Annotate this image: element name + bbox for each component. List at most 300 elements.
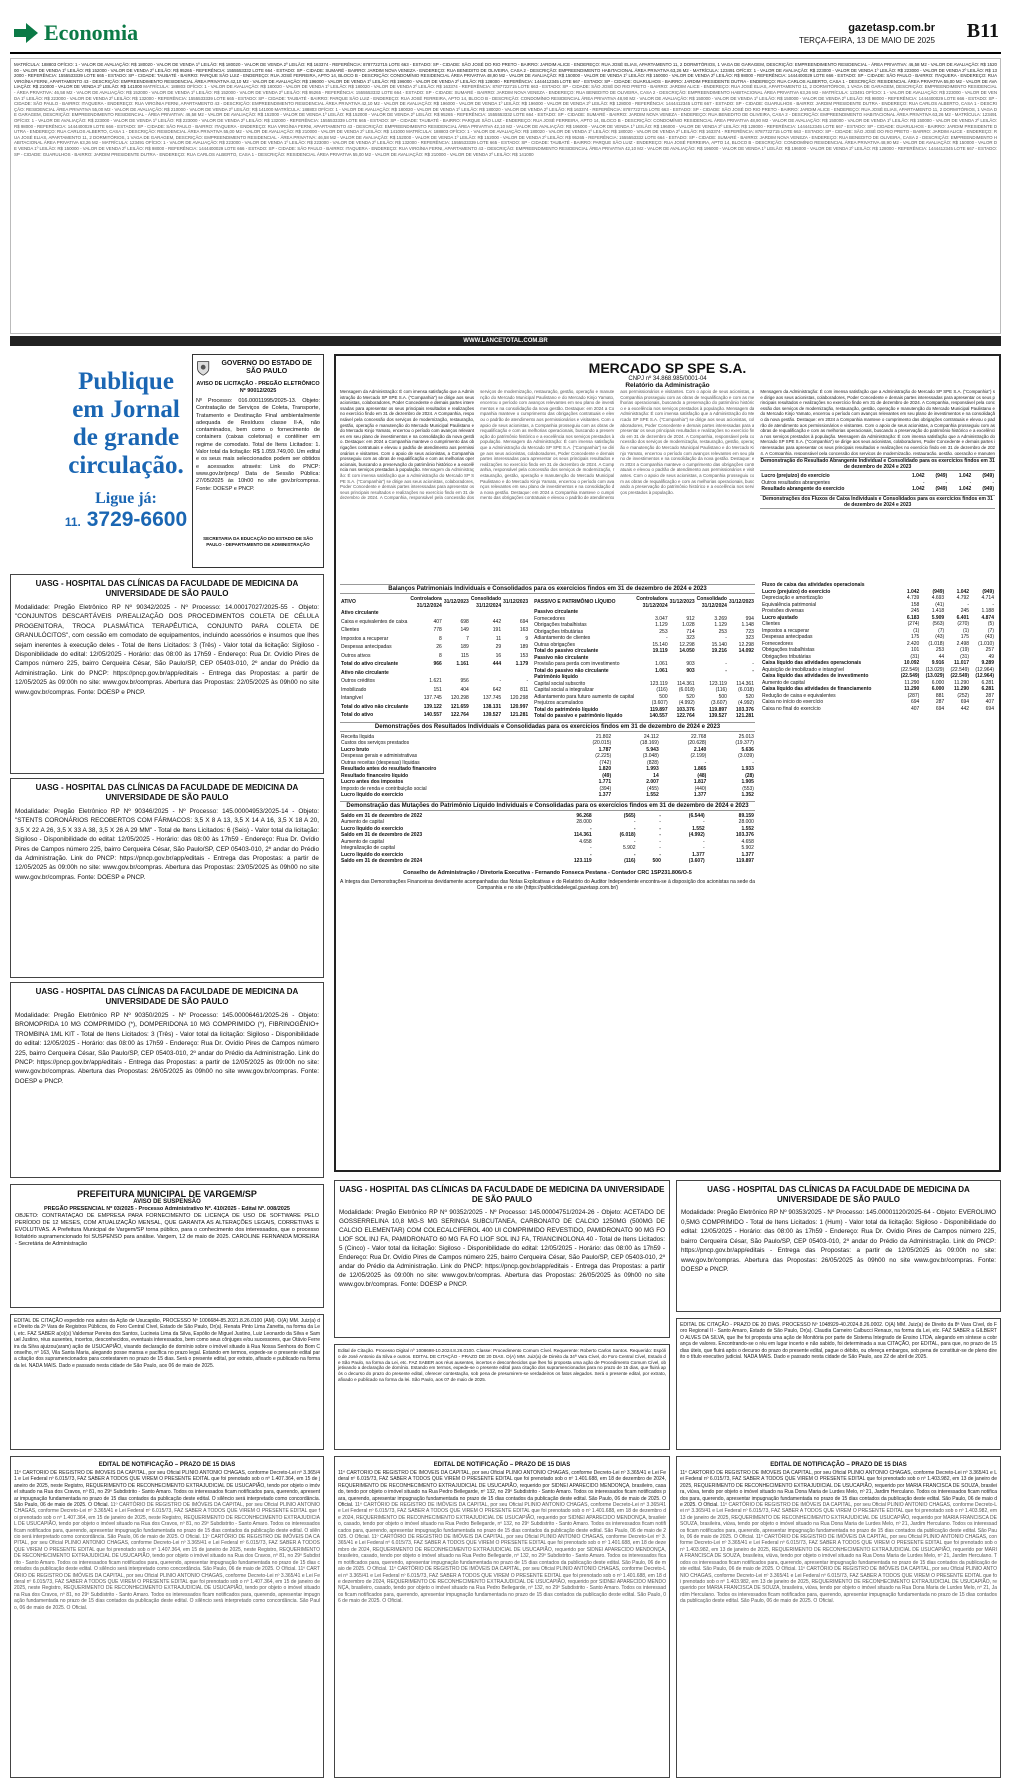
- row-value: 153: [519, 652, 529, 659]
- row-value: 1.418: [931, 608, 945, 614]
- vargem-body: OBJETO: CONTRATAÇÃO DE EMPRESA PARA FORNECIMENTO DE LICENÇA DE USO DE SOFTWARE PELO PERÍODO DE 12 MESES, COM ATUALIZAÇÃO MENSAL, QUE GARANTA AS ALTERAÇÕES LEGAIS, CORRETIVAS E EVOLUTIVAS. A Prefeitura Municipal de Vargem/SP torna público, para o conhecimento dos interessados, que o processo licitatório supramencionado foi SUSPENSO para análise. Vargem, 12 de maio de 2025. CAROLINE FERNANDA MOREIRA - Secretária de Administração: [15, 1213, 319, 1247]
- row-value: 1.820: [598, 766, 612, 772]
- row-value: (949): [932, 588, 945, 595]
- row-value: (6.018): [678, 687, 695, 693]
- row-value: 1.161: [456, 661, 469, 667]
- row-value: 96.268: [576, 812, 592, 819]
- row-value: 1.552: [692, 825, 705, 832]
- vargem-title: PREFEITURA MUNICIPAL DE VARGEM/SP: [77, 1189, 257, 1199]
- row-value: 912: [686, 615, 695, 622]
- hc-notice-body: Modalidade: Pregão Eletrônico RP Nº 90346/2025 - Nº Processo: 145.00004953/2025-14 - Objeto: "STENTS CORONÁRIOS RECOBERTOS COM FÁRMACOS: 3,5 X 8 A 13, 3,5 X 14 A 16, 3,5 X 18 A 20, 3,5 X 22 A 26, 3,5 X 33 A 38, 3,5 X 26 A 29 MM" - Total de Itens Licitados: 6 (Seis) - Valor total da licitação: Sigiloso - Disponibilidade do edital: 12/05/2025 - Horário: das 08:00 às 17h59 - Endereço: Rua Dr. Ovídio Pires de Campos número 225, bairro Cerqueira César, São Paulo/SP, CEP 05403-010, 2º andar do Prédio da Administração. Link do PNCP: https://pncp.gov.br/app/editais - Entrega das Propostas: a partir de 12/05/2025 às 09:00h no site: www.gov.br/compras. Abertura das Propostas: 23/05/2025 às 09h00 no site www.gov.br/compras. Fonte: DOESP e PNCP.: [15, 808, 319, 881]
- row-value: -: [633, 838, 636, 845]
- row-value: 189: [460, 644, 469, 650]
- row-value: 14.092: [738, 648, 754, 654]
- row-value: 101: [910, 647, 920, 653]
- row-value: 49: [988, 653, 994, 660]
- row-value: (12.964): [975, 666, 994, 673]
- row-value: 16: [495, 652, 502, 659]
- edital-notif-title: EDITAL DE NOTIFICAÇÃO – PRAZO DE 15 DIAS: [433, 1462, 571, 1468]
- row-value: 175: [910, 634, 920, 640]
- vargem-process: PREGÃO PRESENCIAL Nº 03/2025 - Processo Administrativo Nº. 410/2025 - Edital Nº. 008/2025: [44, 1206, 290, 1212]
- row-value: 114.361: [573, 832, 592, 838]
- row-value: 1.028: [682, 622, 695, 628]
- auction-site-bar[interactable]: WWW.LANCETOTAL.COM.BR: [10, 336, 1001, 346]
- row-label: Clientes: [761, 621, 781, 627]
- row-value: 114.361: [676, 680, 695, 687]
- row-value: 1.771: [598, 779, 612, 785]
- row-value: [502, 609, 529, 618]
- row-value: (116): [624, 858, 636, 864]
- row-value: 4.693: [931, 595, 945, 601]
- ad-line: de grande: [72, 424, 180, 451]
- hc-notice-2: [10, 778, 324, 978]
- hc-notice-title: UASG - HOSPITAL DAS CLÍNICAS DA FACULDADE DE MEDICINA DA UNIVERSIDADE DE SÃO PAULO: [707, 1185, 970, 1204]
- row-value: (6.018): [619, 832, 636, 838]
- row-label: Total do ativo não circulante: [341, 703, 409, 710]
- row-label: Lucro (prejuízo) do exercício: [761, 473, 830, 479]
- coat-of-arms-icon: [196, 358, 210, 378]
- row-value: (252): [957, 692, 970, 699]
- row-value: 11.290: [904, 679, 920, 686]
- hc-notice-body: Modalidade: Pregão Eletrônico RP Nº 90342/2025 - Nº Processo: 14.00017027/2025-55 - Objeto: "CONJUNTOS DESCARTÁVEIS P/REALIZAÇÃO DOS PROCEDIMENTOS COLETA DE CÉLULA PROGENITORA, TROCA PLASMÁTICA TERAPÊUTICA, CONJUNTO PARA COLETA DE GRANULÓCITOS", com cessão em comodato de equipamentos, incluindo acessórios e insumos que lhes sejam inerentes à execução deles - Total de Itens Licitados: 3 (Três) - Valor total da licitação: Sigiloso - Disponibilidade do edital: 12/05/2025 - Horário: das 08:00 às 17h59 - Endereço: Rua Dr. Ovídio Pires de Campos número 225, bairro Cerqueira César, São Paulo/SP, CEP 05403-010, 2º andar do Prédio da Administração. Link do PNCP: https://pncp.gov.br/app/editais - Entrega das Propostas: a partir de 12/05/2025 às 09:00h no site: www.gov.br/compras. Abertura das Propostas: 22/05/2025 às 09h00 no site www.gov.br/compras. Fonte: DOESP e PNCP.: [15, 604, 319, 696]
- dmpl-title: Demonstração das Mutações do Patrimônio Líquido Individuais e Consolidadas para os exercícios findos em 31 de dezembro de 2024 e 2023: [340, 801, 755, 811]
- row-value: 9.289: [981, 660, 994, 666]
- row-value: 175: [960, 634, 970, 640]
- row-value: (116): [715, 687, 727, 693]
- row-label: Fornecedores: [761, 640, 793, 647]
- row-label: Aquisição de imobilizado e intangível: [761, 666, 844, 673]
- ad-area-code: 11.: [64, 515, 81, 529]
- row-label: Lucro líquido do exercício: [341, 851, 404, 858]
- row-value: 123.119: [709, 680, 727, 687]
- row-value: 28.000: [738, 819, 754, 825]
- row-value: -: [725, 635, 727, 641]
- row-label: Aumento de capital: [341, 838, 384, 845]
- row-value: -: [702, 838, 705, 845]
- row-value: 89.159: [738, 812, 754, 819]
- row-value: -: [992, 479, 994, 486]
- row-value: (19.377): [735, 740, 754, 746]
- row-value: 1.042: [912, 486, 925, 492]
- edital-citacao-1: EDITAL DE CITAÇÃO expedido nos autos da Ação de Usucapião, PROCESSO Nº 1006684-85.2021.8.26.0100 (AM). O(A) MM. Juiz(a) de Direito da 2ª Vara de Registros Públicos, do Foro Central Cível, Estado de São Paulo, Dr(a). Renata Pinto Lima Zanetta, na forma da Lei, etc. FAZ SABER a(o)(s) Valdemar Pereira dos Santos, Lucineia Lima da Silva, Espólio de Miguel Justino, Luiz Leonardo da Silva e Samuel Justino, réus ausentes, incertos, desconhecidos, eventuais interessados, bem como seus cônjuges e/ou sucessores, que Otávio Ferreira da Silva ajuizou(aram) ação de USUCAPIÃO, visando declaração de domínio sobre o imóvel situado à Rua Nossa Senhora do Bom Conselho, nº 163, Vila Santa Maria, alegando posse mansa e pacífica no prazo legal. Estando em termos, expede-se o presente edital para citação dos supramencionados para contestarem no prazo de 15 dias. Será o presente edital, por extrato, afixado e publicado na forma da lei. NADA MAIS. Dado e passado nesta cidade de São Paulo, aos 06 de maio de 2025.: [10, 1314, 324, 1450]
- row-value: 778: [433, 627, 442, 633]
- edital-notif-title: EDITAL DE NOTIFICAÇÃO – PRAZO DE 15 DIAS: [98, 1462, 236, 1468]
- row-value: 1.377: [693, 792, 707, 798]
- row-value: 103.376: [735, 832, 754, 838]
- row-label: Caixa líquido das atividades de financiamento: [761, 686, 872, 692]
- row-label: Resultado financeiro líquido: [341, 772, 409, 779]
- row-label: Provisão para perda com investimento: [534, 661, 620, 667]
- row-value: (3.607): [711, 700, 727, 706]
- row-value: 9.916: [931, 660, 945, 666]
- row-label: Total do passivo circulante: [534, 648, 599, 654]
- row-value: 407: [910, 705, 920, 712]
- row-value: 1.621: [429, 678, 442, 684]
- hc-notice-title: UASG - HOSPITAL DAS CLÍNICAS DA FACULDADE DE MEDICINA DA UNIVERSIDADE DE SÃO PAULO: [35, 579, 299, 598]
- row-value: (1.010): [978, 640, 994, 647]
- ad-line: Publique: [78, 368, 174, 395]
- row-label: Total do patrimônio líquido: [534, 706, 599, 713]
- row-value: 6.000: [931, 686, 945, 692]
- row-value: 1.042: [958, 473, 972, 479]
- row-value: 137.745: [423, 695, 442, 701]
- row-value: 698: [460, 618, 469, 625]
- hc-notice-title: UASG - HOSPITAL DAS CLÍNICAS DA FACULDADE DE MEDICINA DA UNIVERSIDADE DE SÃO PAULO: [339, 1185, 665, 1204]
- row-value: 694: [519, 618, 529, 625]
- row-value: (31): [960, 653, 970, 660]
- row-value: 123.119: [649, 680, 668, 687]
- row-value: 11.290: [904, 686, 920, 692]
- row-value: -: [499, 678, 502, 684]
- row-label: Obrigações trabalhistas: [761, 647, 815, 653]
- row-value: 253: [659, 628, 668, 635]
- row-value: 11: [495, 635, 502, 642]
- row-value: -: [633, 819, 636, 825]
- row-value: 694: [960, 699, 970, 705]
- row-value: 881: [935, 692, 945, 699]
- balance-row: [533, 713, 755, 720]
- cashflow-row: [761, 706, 995, 713]
- site-url[interactable]: gazetasp.com.br: [848, 22, 935, 34]
- admin-report-text: Mensagem da Administração: É com imensa satisfação que a Administração do Mercado SP SPE S.A. ("Companhia") se dirige aos seus acionistas, colaboradores, Poder Concedente e demais partes interessadas para apresentar os seus principais resultados e realizações no exercício findo em 31 de dezembro de 2024. A Companhia, responsável pela concessão dos serviços de modernização, restauração, gestão, operação e manutenção do Mercado Municipal Paulistano e do Mercado Kinjo Yamato, encerrou o período com avanços relevantes em seu plano de investimentos e na consolidação da nova gestão. Destaque: em 2024 a Companhia manteve o cumprimento das obrigações contratuais e elevou o padrão de atendimento aos permissionários e visitantes. Com o apoio de seus acionistas, a Companhia prosseguiu com as obras de requalificação e com as melhorias operacionais, buscando a preservação do patrimônio histórico e a excelência nos serviços prestados à população.: [340, 389, 475, 473]
- admin-report: [340, 389, 754, 582]
- row-value: 1.377: [692, 851, 705, 858]
- balance-row: [340, 703, 529, 712]
- main-statements: [340, 582, 755, 891]
- row-label: Despesas gerais e administrativas: [341, 753, 418, 759]
- row-value: 158: [910, 601, 920, 608]
- row-value: 1.188: [981, 608, 994, 614]
- row-label: Provisões diversas: [761, 608, 804, 614]
- row-value: 120.298: [510, 695, 529, 701]
- row-label: Caixa e equivalentes de caixa: [341, 618, 408, 625]
- row-label: Aumento de capital: [341, 819, 384, 825]
- row-label: Impostos a recuperar: [341, 635, 389, 642]
- edital-notif-continued: 11º CARTÓRIO DE REGISTRO DE IMÓVEIS DA CAPITAL, por seu Oficial PLINIO ANTONIO CHAGAS, conforme Decreto-Lei nº 3.365/41 e Lei Federal nº 6.015/73, FAZ SABER A TODOS QUE VIREM O PRESENTE EDITAL que foi prenotado sob o nº 1.401.688, em 18 de dezembro de 2024, REQUERIMENTO DE RECONHECIMENTO EXTRAJUDICIAL DE USUCAPIÃO, requerido por SIDNEI APARECIDO MENDONÇA, brasileiro, casado, tendo por objeto o imóvel situado na Rua Pedro Bellegarde, nº 132, no 29º Subdistrito - Santo Amaro. Todos os interessados ficam notificados para, querendo, apresentar impugnação fundamentada no prazo de 15 dias contados da publicação deste edital. São Paulo, 06 de maio de 2025. O Oficial. 11º CARTÓRIO DE REGISTRO DE IMÓVEIS DA CAPITAL, por seu Oficial PLINIO ANTONIO CHAGAS, conforme Decreto-Lei nº 3.365/41 e Lei Federal nº 6.015/73, FAZ SABER A TODOS QUE VIREM O PRESENTE EDITAL que foi prenotado sob o nº 1.401.688, em 18 de dezembro de 2024, REQUERIMENTO DE RECONHECIMENTO EXTRAJUDICIAL DE USUCAPIÃO, requerido por SIDNEI APARECIDO MENDONÇA, brasileiro, casado, tendo por objeto o imóvel situado na Rua Pedro Bellegarde, nº 132, no 29º Subdistrito - Santo Amaro. Todos os interessados ficam notificados para, querendo, apresentar impugnação fundamentada no prazo de 15 dias contados da publicação deste edital. São Paulo, 06 de maio de 2025. O Oficial. 11º CARTÓRIO DE REGISTRO DE IMÓVEIS DA CAPITAL, por seu Oficial PLINIO ANTONIO CHAGAS, conforme Decreto-Lei nº 3.365/41 e Lei Federal nº 6.015/73, FAZ SABER A TODOS QUE VIREM O PRESENTE EDITAL que foi prenotado sob o nº 1.401.688, em 18 de dezembro de 2024, REQUERIMENTO DE RECONHECIMENTO EXTRAJUDICIAL DE USUCAPIÃO, requerido por SIDNEI APARECIDO MENDONÇA, brasileiro, casado, tendo por objeto o imóvel situado na Rua Pedro Bellegarde, nº 132, no 29º Subdistrito - Santo Amaro. Todos os interessados ficam notificados para, querendo, apresentar impugnação fundamentada no prazo de 15 dias contados da publicação deste edital. São Paulo, 06 de maio de 2025. O Oficial.: [338, 1502, 666, 1605]
- row-label: Equivalência patrimonial: [761, 601, 817, 608]
- row-value: 149: [460, 627, 469, 633]
- dra-title: Demonstração do Resultado Abrangente Individual e Consolidado para os exercícios findos em 31 de dezembro de 2024 e 2023: [760, 458, 995, 470]
- row-value: 1.933: [741, 766, 754, 772]
- table-header-row: [340, 596, 529, 609]
- bp-title: Balanços Patrimoniais Individuais e Consolidados para os exercícios findos em 31 de dezembro de 2024 e 2023: [340, 584, 755, 594]
- row-value: -: [752, 759, 754, 766]
- edital-notif-text: 11º CARTÓRIO DE REGISTRO DE IMÓVEIS DA CAPITAL, por seu Oficial PLINIO ANTONIO CHAGAS, conforme Decreto-Lei nº 3.365/41 e Lei Federal nº 6.015/73, FAZ SABER A TODOS QUE VIREM O PRESENTE EDITAL que foi prenotado sob o nº 1.407.364, em 15 de janeiro de 2025, neste Registro, REQUERIMENTO DE RECONHECIMENTO EXTRAJUDICIAL DE USUCAPIÃO, tendo por objeto o imóvel situado na Rua dos Cravos, nº 81, no 29º Subdistrito - Santo Amaro. Todos os interessados ficam notificados para, querendo, apresentar impugnação fundamentada no prazo de 15 dias contados da publicação deste edital. O silêncio será interpretado como concordância. São Paulo, 06 de maio de 2025. O Oficial.: [14, 1470, 320, 1509]
- row-value: 1.377: [741, 851, 754, 858]
- row-value: 407: [433, 618, 442, 625]
- row-label: Patrimônio líquido: [534, 674, 579, 680]
- row-label: Clientes: [341, 627, 360, 633]
- edital-notificacao-1: [10, 1456, 324, 1778]
- row-value: 1.179: [515, 661, 529, 667]
- row-value: (455): [647, 785, 659, 792]
- row-value: 5.943: [646, 746, 659, 753]
- row-label: Ativo circulante: [341, 610, 379, 616]
- row-value: -: [969, 479, 972, 486]
- edital-notif-body: [338, 1470, 666, 1770]
- row-value: 14: [653, 772, 659, 779]
- row-value: 253: [718, 628, 727, 635]
- equity-row: [340, 858, 755, 865]
- row-value: 1.042: [906, 588, 920, 595]
- dra-table: [760, 473, 995, 493]
- vargem-subtitle: AVISO DE SUSPENSÃO: [133, 1199, 201, 1205]
- column-header: PASSIVO E PATRIMÔNIO LÍQUIDO: [534, 599, 616, 606]
- row-value: 6.000: [931, 679, 945, 686]
- row-value: 642: [492, 686, 502, 693]
- row-value: 12.298: [738, 641, 754, 648]
- row-value: 139.527: [708, 713, 727, 719]
- row-value: (270): [957, 621, 970, 627]
- row-value: 4.658: [579, 838, 592, 845]
- row-value: 245: [960, 608, 970, 614]
- row-value: 119.897: [709, 706, 727, 713]
- row-value: 5.902: [622, 845, 636, 851]
- row-value: (2.199): [690, 753, 707, 759]
- row-value: (565): [623, 812, 636, 819]
- row-value: 4.658: [741, 838, 754, 845]
- row-label: Lucro antes dos impostos: [341, 779, 404, 785]
- row-value: 28.000: [576, 819, 592, 825]
- edital-citacao-2: Edital de Citação. Processo Digital nº 1008698-10.2024.8.26.0100. Classe: Procedimento Comum Cível. Requerente: Roberto Carlos Santos. Requerido: Espólio de José Antonio da Silva e outros. EDITAL DE CITAÇÃO - PRAZO DE 20 DIAS. O(A) MM. Juiz(a) de Direito da 34ª Vara Cível, do Foro Central Cível, Estado de São Paulo, na forma da Lei, etc. FAZ SABER aos réus ausentes, incertos e desconhecidos que lhes foi proposta uma ação de Procedimento Comum Cível, objetivando a declaração de domínio. Estando em termos, expede-se o presente edital para citação dos supramencionados para no prazo de 15 dias, que fluirá após o decurso do prazo do presente edital, oferecer contestação, sob pena de presumirem-se verdadeiros os fatos alegados. Será o presente edital, por extrato, afixado e publicado na forma da lei. São Paulo, aos 07 de maio de 2025.: [334, 1344, 670, 1450]
- row-value: (274): [907, 621, 920, 627]
- row-value: -: [633, 851, 636, 858]
- row-label: Receita líquida: [341, 733, 375, 740]
- row-value: 1.042: [956, 588, 970, 595]
- row-value: 11.290: [954, 686, 970, 692]
- row-value: 4.874: [981, 614, 994, 621]
- row-label: Passivo não circulante: [534, 654, 589, 661]
- row-value: 5.909: [931, 614, 945, 621]
- row-value: 10.092: [904, 660, 920, 666]
- row-value: -: [659, 851, 661, 858]
- row-value: 19.119: [652, 648, 668, 654]
- row-value: 6.401: [956, 614, 970, 621]
- row-value: (43): [935, 634, 945, 640]
- row-value: 444: [492, 661, 502, 667]
- issue-date: TERÇA-FEIRA, 13 DE MAIO DE 2025: [798, 36, 935, 45]
- row-value: [470, 609, 502, 618]
- row-value: (7): [938, 627, 945, 634]
- row-value: 1.061: [655, 667, 668, 674]
- bp-liabilities-table: [533, 596, 755, 720]
- row-value: -: [704, 759, 707, 766]
- row-value: -: [922, 479, 925, 486]
- hc-notice-body: Modalidade: Pregão Eletrônico RP Nº 90353/2025 - Nº Processo: 145.00001120/2025-64 - Objeto: EVEROLIMO 0,5MG COMPRIMIDO - Total de Itens Licitados: 1 (Hum) - Valor total da licitação: Sigiloso - Disponibilidade do edital: 12/05/2025 - Horário: das 08:00 às 17h59 - Endereço: Rua Dr. Ovídio Pires de Campos número 225, bairro Cerqueira César, São Paulo/SP, CEP 05403-010, 2º andar do Prédio da Administração. Link do PNCP: https://pncp.gov.br/app/editais - Entrega das Propostas: a partir de 12/05/2025 às 09:00h no site: www.gov.br/compras. Abertura das Propostas: 26/05/2025 às 09h00 no site www.gov.br/compras. Fonte: DOESP e PNCP.: [681, 1209, 996, 1273]
- row-label: Intangível: [341, 695, 363, 701]
- row-value: 5.636: [741, 746, 754, 753]
- row-label: Aumento de capital: [761, 679, 805, 686]
- hc-notice-3: [10, 982, 324, 1178]
- row-value: -: [659, 819, 661, 825]
- edital-notif-continued: 11º CARTÓRIO DE REGISTRO DE IMÓVEIS DA CAPITAL, por seu Oficial PLINIO ANTONIO CHAGAS, conforme Decreto-Lei nº 3.365/41 e Lei Federal nº 6.015/73, FAZ SABER A TODOS QUE VIREM O PRESENTE EDITAL que foi prenotado sob o nº 1.403.982, em 13 de janeiro de 2025, REQUERIMENTO DE RECONHECIMENTO EXTRAJUDICIAL DE USUCAPIÃO, requerido por MARIA FRANCISCA DE SOUZA, brasileira, viúva, tendo por objeto o imóvel situado na Rua Dona Maria de Lurdes Melo, nº 21, Jardim Herculano. Todos os interessados ficam notificados para, querendo, apresentar impugnação fundamentada no prazo de 15 dias contados da publicação deste edital. São Paulo, 06 de maio de 2025. O Oficial. 11º CARTÓRIO DE REGISTRO DE IMÓVEIS DA CAPITAL, por seu Oficial PLINIO ANTONIO CHAGAS, conforme Decreto-Lei nº 3.365/41 e Lei Federal nº 6.015/73, FAZ SABER A TODOS QUE VIREM O PRESENTE EDITAL que foi prenotado sob o nº 1.403.982, em 13 de janeiro de 2025, REQUERIMENTO DE RECONHECIMENTO EXTRAJUDICIAL DE USUCAPIÃO, requerido por MARIA FRANCISCA DE SOUZA, brasileira, viúva, tendo por objeto o imóvel situado na Rua Dona Maria de Lurdes Melo, nº 21, Jardim Herculano. Todos os interessados ficam notificados para, querendo, apresentar impugnação fundamentada no prazo de 15 dias contados da publicação deste edital. São Paulo, 06 de maio de 2025. O Oficial. 11º CARTÓRIO DE REGISTRO DE IMÓVEIS DA CAPITAL, por seu Oficial PLINIO ANTONIO CHAGAS, conforme Decreto-Lei nº 3.365/41 e Lei Federal nº 6.015/73, FAZ SABER A TODOS QUE VIREM O PRESENTE EDITAL que foi prenotado sob o nº 1.403.982, em 13 de janeiro de 2025, REQUERIMENTO DE RECONHECIMENTO EXTRAJUDICIAL DE USUCAPIÃO, requerido por MARIA FRANCISCA DE SOUZA, brasileira, viúva, tendo por objeto o imóvel situado na Rua Dona Maria de Lurdes Melo, nº 21, Jardim Herculano. Todos os interessados ficam notificados para, querendo, apresentar impugnação fundamentada no prazo de 15 dias contados da publicação deste edital. São Paulo, 06 de maio de 2025. O Oficial.: [680, 1502, 997, 1605]
- row-value: 714: [686, 628, 695, 635]
- row-value: 189: [519, 644, 529, 650]
- row-value: 903: [686, 661, 695, 667]
- balance-row: [340, 626, 529, 635]
- row-value: 8: [439, 635, 442, 642]
- row-value: 123.119: [573, 858, 592, 864]
- row-value: 4.792: [956, 595, 970, 601]
- row-value: 120.997: [510, 703, 529, 710]
- balance-row: [340, 618, 529, 627]
- side-statements: [760, 389, 995, 582]
- gov-notice: [192, 354, 324, 568]
- row-label: Integralização de capital: [341, 845, 395, 851]
- row-value: (3.039): [738, 753, 754, 759]
- row-value: [409, 609, 442, 618]
- edital-notif-text: 11º CARTÓRIO DE REGISTRO DE IMÓVEIS DA CAPITAL, por seu Oficial PLINIO ANTONIO CHAGAS, conforme Decreto-Lei nº 3.365/41 e Lei Federal nº 6.015/73, FAZ SABER A TODOS QUE VIREM O PRESENTE EDITAL que foi prenotado sob o nº 1.403.982, em 13 de janeiro de 2025, REQUERIMENTO DE RECONHECIMENTO EXTRAJUDICIAL DE USUCAPIÃO, requerido por MARIA FRANCISCA DE SOUZA, brasileira, viúva, tendo por objeto o imóvel situado na Rua Dona Maria de Lurdes Melo, nº 21, Jardim Herculano. Todos os interessados ficam notificados para, querendo, apresentar impugnação fundamentada no prazo de 15 dias contados da publicação deste edital. São Paulo, 06 de maio de 2025. O Oficial.: [680, 1470, 997, 1509]
- row-label: Depreciação e amortização: [761, 595, 823, 601]
- row-value: 323: [686, 635, 695, 641]
- row-value: 138.131: [483, 703, 502, 710]
- row-value: 24.112: [643, 733, 659, 740]
- row-value: -: [659, 838, 661, 845]
- row-value: 4.739: [906, 595, 920, 601]
- row-value: (20.628): [687, 740, 707, 746]
- row-value: 2.420: [906, 640, 920, 647]
- row-value: (287): [907, 692, 920, 699]
- row-value: -: [590, 825, 592, 832]
- row-value: 694: [935, 705, 945, 712]
- row-value: 103.376: [735, 706, 754, 713]
- row-value: (22.549): [900, 673, 920, 679]
- row-label: Outros créditos: [341, 678, 375, 684]
- row-value: 139.527: [483, 712, 502, 718]
- row-value: 26: [436, 644, 442, 650]
- row-label: Caixa no início do exercício: [761, 699, 824, 705]
- row-value: 500: [718, 693, 727, 700]
- row-value: [443, 609, 470, 618]
- row-label: Outras receitas (despesas) líquidas: [341, 759, 420, 766]
- dfc-title-head: Demonstrações dos Fluxos de Caixa Individuais e Consolidados para os exercícios findos em 31 de dezembro de 2024 e 2023: [760, 495, 995, 509]
- row-value: 723: [745, 628, 754, 635]
- row-value: -: [725, 667, 727, 674]
- row-value: 1.377: [598, 792, 612, 798]
- row-value: 29: [495, 644, 502, 650]
- gov-body: Nº Processo: 016.00011995/2025-13. Objeto: Contratação de Serviços de Coleta, Transporte, Tratamento e Destinação Final ambientalmente adequada de Resíduos classe II-A, não contaminados, bem como o fornecimento de containers (caixas coletoras) e contêiner em regime de comodato. Total de Itens Licitados: 1. Valor total da licitação: R$ 1.059.749,00. Um edital e os seus mais seleccionados podem ser obtidos e acessados através: Link do PNCP: www.gov.br/pncp/ Data de Sessão Pública: 27/05/2025 às 10h00 no site gov.br/compras. Fonte: DOESP e PNCP.: [196, 398, 320, 492]
- row-value: (31): [910, 653, 920, 660]
- row-value: [470, 669, 502, 678]
- row-value: 115: [460, 652, 469, 659]
- row-value: 121.659: [450, 703, 469, 710]
- row-label: Imobilizado: [341, 686, 367, 693]
- row-value: (949): [935, 486, 948, 492]
- row-value: 1.042: [912, 473, 925, 479]
- row-label: Impostos a recuperar: [761, 627, 810, 634]
- dfc-column: [761, 582, 995, 891]
- row-value: 1.552: [741, 825, 754, 832]
- balance-row: [340, 694, 529, 703]
- row-value: 140.557: [423, 712, 442, 718]
- dfc-table: [761, 582, 995, 712]
- row-label: Saldo em 31 de dezembro de 2024: [341, 858, 423, 864]
- row-label: Custos dos serviços prestados: [341, 740, 410, 746]
- row-value: (13.029): [925, 666, 945, 673]
- balance-row: [340, 652, 529, 661]
- row-value: (3.607): [651, 700, 668, 706]
- row-label: Saldo em 31 de dezembro de 2023: [341, 832, 423, 838]
- balance-row: [340, 635, 529, 644]
- row-label: Total do passivo não circulante: [534, 667, 609, 674]
- column-header: Consolidado 31/12/2024: [470, 596, 502, 609]
- row-value: 1.552: [646, 792, 659, 798]
- row-value: 994: [745, 615, 754, 622]
- row-label: Obrigações trabalhistas: [534, 622, 587, 628]
- row-label: Lucro líquido do exercício: [341, 792, 404, 798]
- row-value: 120.298: [450, 695, 469, 701]
- row-value: 121.281: [735, 713, 754, 719]
- ad-phone[interactable]: [34, 508, 218, 532]
- row-value: -: [945, 479, 948, 486]
- balance-row: [340, 609, 529, 618]
- row-label: Despesas antecipadas: [761, 634, 813, 640]
- hc-notice-body: Modalidade: Pregão Eletrônico RP Nº 90350/2025 - Nº Processo: 145.00006461/2025-26 - Objeto: BROMOPRIDA 10 MG COMPRIMIDO (*), DOMPERIDONA 10 MG COMPRIMIDO (*), FIBRINOGÊNIO+ TROMBINA 1ML KIT - Total de Itens Licitados: 3 (Três) - Valor total da licitação: Sigiloso - Disponibilidade do edital: 12/05/2025 - Horário: das 08:00 às 17h59 - Endereço: Rua Dr. Ovídio Pires de Campos número 225, bairro Cerqueira César, São Paulo/SP, CEP 05403-010, 2º andar do Prédio da Administração. Link do PNCP: https://pncp.gov.br/app/editais - Entrega das Propostas: a partir de 12/05/2025 às 09:00h no site: www.gov.br/compras. Abertura das Propostas: 26/05/2025 às 09h00 no site www.gov.br/compras. Fonte: DOESP e PNCP.: [15, 1012, 319, 1085]
- row-label: Resultado abrangente do exercício: [761, 486, 845, 492]
- row-label: Ativo não circulante: [341, 669, 389, 676]
- column-header: Controladora 31/12/2024: [636, 596, 668, 609]
- row-value: -: [725, 661, 727, 667]
- row-value: 500: [652, 858, 661, 864]
- edital-notif-title: EDITAL DE NOTIFICAÇÃO – PRAZO DE 15 DIAS: [770, 1462, 907, 1468]
- row-value: (563): [932, 621, 945, 627]
- row-label: Lucro (prejuízo) do exercício: [761, 588, 831, 595]
- row-value: 19.216: [711, 648, 727, 654]
- row-value: 21.802: [595, 733, 612, 740]
- row-value: (3.607): [688, 858, 705, 864]
- row-value: 5.902: [741, 845, 754, 851]
- vargem-notice: [10, 1184, 324, 1308]
- mercado-cnpj: CNPJ nº 34.868.985/0001-04: [628, 376, 707, 382]
- row-value: 163: [519, 627, 529, 633]
- row-value: 25.013: [738, 733, 754, 740]
- gov-footer: SECRETARIA DA EDUCAÇÃO DO ESTADO DE SÃO PAULO - DEPARTAMENTO DE ADMINISTRAÇÃO: [203, 536, 313, 547]
- row-value: (828): [647, 759, 659, 766]
- row-value: (4.992): [678, 700, 695, 706]
- row-value: 811: [520, 686, 529, 693]
- row-label: Redução de caixa e equivalentes: [761, 692, 836, 699]
- row-value: 1.352: [741, 792, 754, 798]
- row-value: 22.768: [691, 733, 707, 740]
- row-value: 287: [985, 692, 994, 699]
- auction-notice: [10, 58, 1001, 334]
- admin-report-continued: Mensagem da Administração: É com imensa satisfação que a Administração do Mercado SP SPE S.A. ("Companhia") se dirige aos seus acionistas, colaboradores, Poder Concedente e demais partes interessadas para apresentar os seus principais resultados e realizações no exercício findo em 31 de dezembro de 2024. A Companhia, responsável pela concessão dos serviços de modernização, restauração, gestão, operação e manutenção do Mercado Municipal Paulistano e do Mercado Kinjo Yamato, encerrou o período com avanços relevantes em seu plano de investimentos e na consolidação da nova gestão. Destaque: em 2024 a Companhia manteve o cumprimento das obrigações contratuais e elevou o padrão de atendimento aos permissionários e visitantes. Com o apoio de seus acionistas, a Companhia prosseguiu com as obras de requalificação e com as melhorias operacionais, buscando a preservação do patrimônio histórico e a excelência nos serviços prestados à população. Mensagem da Administração: É com imensa satisfação que a Administração do Mercado SP SPE S.A. ("Companhia") se dirige aos seus acionistas, colaboradores, Poder Concedente e demais partes interessadas para apresentar os seus principais resultados e realizações no exercício findo em 31 de dezembro de 2024. A Companhia, responsável pela concessão dos serviços de modernização, restauração, gestão, operação e manutenção do Mercado Municipal Paulistano e do Mercado Kinjo Yamato, encerrou o período com avanços relevantes em seu plano de investimentos e na consolidação da nova gestão. Destaque: em 2024 a Companhia manteve o cumprimento das obrigações contratuais e elevou o padrão de atendimento aos permissionários e visitantes. Com o apoio de seus acionistas, a Companhia prosseguiu com as obras de requalificação e com as melhorias operacionais, buscando a preservação do patrimônio histórico e a excelência nos serviços prestados à população. Mensagem da Administração: É com imensa satisfação que a Administração do Mercado SP SPE S.A. ("Companhia") se dirige aos seus acionistas, colaboradores, Poder Concedente e demais partes interessadas para apresentar os seus principais resultados e realizações no exercício findo em 31 de dezembro de 2024. A Companhia, responsável pela concessão dos serviços de modernização, restauração, gestão, operação e manutenção do Mercado Municipal Paulistano e do Mercado Kinjo Yamato, encerrou o período com avanços relevantes em seu plano de investimentos e na consolidação da nova gestão. Destaque: em 2024 a Companhia manteve o cumprimento das obrigações contratuais e elevou o padrão de atendimento aos permissionários e visitantes. Com o apoio de seus acionistas, a Companhia prosseguiu com as obras de requalificação e com as melhorias operacionais, buscando a preservação do patrimônio histórico e a excelência nos serviços prestados à população.: [340, 389, 755, 501]
- row-value: -: [659, 812, 661, 819]
- row-value: 119.897: [649, 706, 668, 713]
- row-value: 3.047: [655, 615, 668, 622]
- row-value: (4.992): [738, 700, 754, 706]
- row-value: 119.897: [736, 858, 754, 864]
- row-value: 7: [466, 635, 469, 642]
- dre-title: Demonstrações dos Resultados Individuais e Consolidadas para os exercícios findos em 31 de dezembro de 2024 e 2023: [340, 722, 755, 732]
- report-title: Relatório da Administração: [625, 382, 710, 389]
- row-value: (949): [982, 473, 994, 479]
- row-value: (742): [599, 759, 612, 766]
- advertisement[interactable]: [34, 368, 218, 568]
- row-value: 2.007: [646, 779, 659, 785]
- gov-title: GOVERNO DO ESTADO DE SÃO PAULO: [221, 360, 312, 375]
- row-value: 287: [935, 699, 945, 705]
- row-value: (22.549): [900, 666, 920, 673]
- hc-notice-5: [676, 1180, 1001, 1312]
- row-value: -: [590, 851, 592, 858]
- auction-notice-continued: MATRÍCULA: 188803 OFÍCIO: 1 - VALOR DE AVALIAÇÃO: R$ 180020 - VALOR DE VENDA 1º LEILÃO: R$ 180020 - VALOR DE VENDA 2º LEILÃO: R$ 163374 - REFERÊNCIA: 8787722715 LOTE 663 - ESTADO: SP - CIDADE: SÃO JOSÉ DO RIO PRETO - BAIRRO: JARDIM ALICE - ENDEREÇO: RUA JOSÉ ELIAS, APARTAMENTO 11, 2 DORMITÓRIOS, 1 VAGA DE GARAGEM, DESCRIÇÃO: EMPREENDIMENTO RESIDENCIAL - ÁREA PRIVATIVA: 46,58 M2 - VALOR DE AVALIAÇÃO: R$ 152000 - VALOR DE VENDA 1º LEILÃO: R$ 152000 - VALOR DE VENDA 2º LEILÃO: R$ 95265 - REFERÊNCIA: 1555553332 LOTE 664 - ESTADO: SP - CIDADE: SUMARÉ - BAIRRO: JARDIM NOVA VENEZA - ENDEREÇO: RUA BENEDITO DE OLIVEIRA, CASA 2 - DESCRIÇÃO: EMPREENDIMENTO HABITACIONAL ÁREA PRIVATIVA 63,26 M2 - MATRÍCULA: 123491 OFÍCIO: 1 - VALOR DE AVALIAÇÃO: R$ 223000 - VALOR DE VENDA 1º LEILÃO: R$ 223000 - VALOR DE VENDA 2º LEILÃO: R$ 132000 - REFERÊNCIA: 1555533339 LOTE 665 - ESTADO: SP - CIDADE: TAUBATÉ - BAIRRO: PARQUE SÃO LUIZ - ENDEREÇO: RUA JOSÉ FERREIRA, APTO 14, BLOCO B - DESCRIÇÃO: CONDOMÍNIO RESIDENCIAL ÁREA PRIVATIVA 48,90 M2 - VALOR DE AVALIAÇÃO: R$ 150000 - VALOR DE VENDA 1º LEILÃO: R$ 150000 - VALOR DE VENDA 2º LEILÃO: R$ 98000 - REFERÊNCIA: 1444400029 LOTE 666 - ESTADO: SP - CIDADE: SÃO PAULO - BAIRRO: ITAQUERA - ENDEREÇO: RUA VIRGÍNIA FERNI, APARTAMENTO 43 - DESCRIÇÃO: EMPREENDIMENTO RESIDENCIAL ÁREA PRIVATIVA 42,10 M2 - VALOR DE AVALIAÇÃO: R$ 196000 - VALOR DE VENDA 1º LEILÃO: R$ 196000 - VALOR DE VENDA 2º LEILÃO: R$ 128000 - REFERÊNCIA: 1444412345 LOTE 667 - ESTADO: SP - CIDADE: GUARULHOS - BAIRRO: JARDIM PRESIDENTE DUTRA - ENDEREÇO: RUA CARLOS ALBERTO, CASA 1 - DESCRIÇÃO: RESIDENCIAL ÁREA PRIVATIVA 55,00 M2 - VALOR DE AVALIAÇÃO: R$ 210000 - VALOR DE VENDA 2º LEILÃO: R$ 141000 MATRÍCULA: 188803 OFÍCIO: 1 - VALOR DE AVALIAÇÃO: R$ 180020 - VALOR DE VENDA 1º LEILÃO: R$ 180020 - VALOR DE VENDA 2º LEILÃO: R$ 163374 - REFERÊNCIA: 8787722715 LOTE 663 - ESTADO: SP - CIDADE: SÃO JOSÉ DO RIO PRETO - BAIRRO: JARDIM ALICE - ENDEREÇO: RUA JOSÉ ELIAS, APARTAMENTO 11, 2 DORMITÓRIOS, 1 VAGA DE GARAGEM, DESCRIÇÃO: EMPREENDIMENTO RESIDENCIAL - ÁREA PRIVATIVA: 46,58 M2 - VALOR DE AVALIAÇÃO: R$ 152000 - VALOR DE VENDA 1º LEILÃO: R$ 152000 - VALOR DE VENDA 2º LEILÃO: R$ 95265 - REFERÊNCIA: 1555553332 LOTE 664 - ESTADO: SP - CIDADE: SUMARÉ - BAIRRO: JARDIM NOVA VENEZA - ENDEREÇO: RUA BENEDITO DE OLIVEIRA, CASA 2 - DESCRIÇÃO: EMPREENDIMENTO HABITACIONAL ÁREA PRIVATIVA 63,26 M2 - MATRÍCULA: 123491 OFÍCIO: 1 - VALOR DE AVALIAÇÃO: R$ 223000 - VALOR DE VENDA 1º LEILÃO: R$ 223000 - VALOR DE VENDA 2º LEILÃO: R$ 132000 - REFERÊNCIA: 1555533339 LOTE 665 - ESTADO: SP - CIDADE: TAUBATÉ - BAIRRO: PARQUE SÃO LUIZ - ENDEREÇO: RUA JOSÉ FERREIRA, APTO 14, BLOCO B - DESCRIÇÃO: CONDOMÍNIO RESIDENCIAL ÁREA PRIVATIVA 48,90 M2 - VALOR DE AVALIAÇÃO: R$ 150000 - VALOR DE VENDA 1º LEILÃO: R$ 150000 - VALOR DE VENDA 2º LEILÃO: R$ 98000 - REFERÊNCIA: 1444400029 LOTE 666 - ESTADO: SP - CIDADE: SÃO PAULO - BAIRRO: ITAQUERA - ENDEREÇO: RUA VIRGÍNIA FERNI, APARTAMENTO 43 - DESCRIÇÃO: EMPREENDIMENTO RESIDENCIAL ÁREA PRIVATIVA 42,10 M2 - VALOR DE AVALIAÇÃO: R$ 196000 - VALOR DE VENDA 1º LEILÃO: R$ 196000 - VALOR DE VENDA 2º LEILÃO: R$ 128000 - REFERÊNCIA: 1444412345 LOTE 667 - ESTADO: SP - CIDADE: GUARULHOS - BAIRRO: JARDIM PRESIDENTE DUTRA - ENDEREÇO: RUA CARLOS ALBERTO, CASA 1 - DESCRIÇÃO: RESIDENCIAL ÁREA PRIVATIVA 55,00 M2 - VALOR DE AVALIAÇÃO: R$ 210000 - VALOR DE VENDA 2º LEILÃO: R$ 141000 MATRÍCULA: 188803 OFÍCIO: 1 - VALOR DE AVALIAÇÃO: R$ 180020 - VALOR DE VENDA 1º LEILÃO: R$ 180020 - VALOR DE VENDA 2º LEILÃO: R$ 163374 - REFERÊNCIA: 8787722715 LOTE 663 - ESTADO: SP - CIDADE: SÃO JOSÉ DO RIO PRETO - BAIRRO: JARDIM ALICE - ENDEREÇO: RUA JOSÉ ELIAS, APARTAMENTO 11, 2 DORMITÓRIOS, 1 VAGA DE GARAGEM, DESCRIÇÃO: EMPREENDIMENTO RESIDENCIAL - ÁREA PRIVATIVA: 46,58 M2 - VALOR DE AVALIAÇÃO: R$ 152000 - VALOR DE VENDA 1º LEILÃO: R$ 152000 - VALOR DE VENDA 2º LEILÃO: R$ 95265 - REFERÊNCIA: 1555553332 LOTE 664 - ESTADO: SP - CIDADE: SUMARÉ - BAIRRO: JARDIM NOVA VENEZA - ENDEREÇO: RUA BENEDITO DE OLIVEIRA, CASA 2 - DESCRIÇÃO: EMPREENDIMENTO HABITACIONAL ÁREA PRIVATIVA 63,26 M2 - MATRÍCULA: 123491 OFÍCIO: 1 - VALOR DE AVALIAÇÃO: R$ 223000 - VALOR DE VENDA 1º LEILÃO: R$ 223000 - VALOR DE VENDA 2º LEILÃO: R$ 132000 - REFERÊNCIA: 1555533339 LOTE 665 - ESTADO: SP - CIDADE: TAUBATÉ - BAIRRO: PARQUE SÃO LUIZ - ENDEREÇO: RUA JOSÉ FERREIRA, APTO 14, BLOCO B - DESCRIÇÃO: CONDOMÍNIO RESIDENCIAL ÁREA PRIVATIVA 48,90 M2 - VALOR DE AVALIAÇÃO: R$ 150000 - VALOR DE VENDA 1º LEILÃO: R$ 150000 - VALOR DE VENDA 2º LEILÃO: R$ 98000 - REFERÊNCIA: 1444400029 LOTE 666 - ESTADO: SP - CIDADE: SÃO PAULO - BAIRRO: ITAQUERA - ENDEREÇO: RUA VIRGÍNIA FERNI, APARTAMENTO 43 - DESCRIÇÃO: EMPREENDIMENTO RESIDENCIAL ÁREA PRIVATIVA 42,10 M2 - VALOR DE AVALIAÇÃO: R$ 196000 - VALOR DE VENDA 1º LEILÃO: R$ 196000 - VALOR DE VENDA 2º LEILÃO: R$ 128000 - REFERÊNCIA: 1444412345 LOTE 667 - ESTADO: SP - CIDADE: GUARULHOS - BAIRRO: JARDIM PRESIDENTE DUTRA - ENDEREÇO: RUA CARLOS ALBERTO, CASA 1 - DESCRIÇÃO: RESIDENCIAL ÁREA PRIVATIVA 55,00 M2 - VALOR DE AVALIAÇÃO: R$ 210000 - VALOR DE VENDA 2º LEILÃO: R$ 141000: [14, 84, 997, 157]
- dre-table: [340, 734, 755, 799]
- row-label: Caixa líquido das atividades de investimento: [761, 673, 869, 679]
- row-value: 1.129: [655, 622, 668, 628]
- row-value: -: [702, 819, 705, 825]
- row-value: 6.281: [981, 679, 994, 686]
